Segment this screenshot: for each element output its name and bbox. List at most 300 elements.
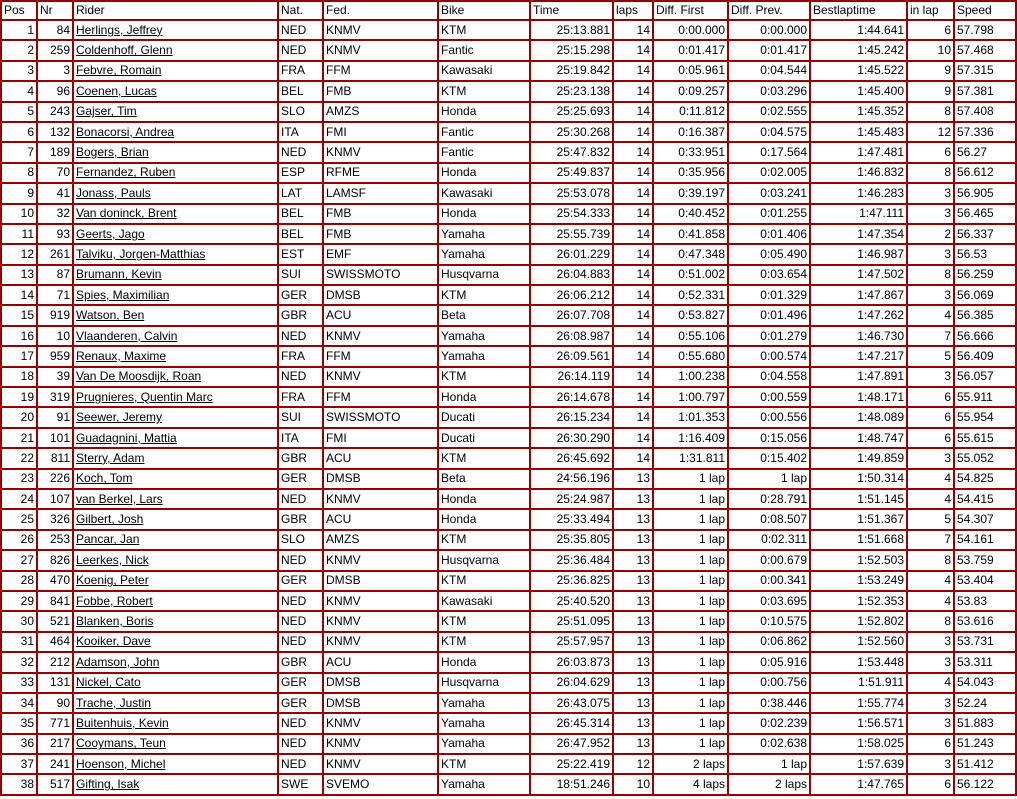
cell-nr: 32 bbox=[37, 204, 73, 224]
rider-link[interactable]: Vlaanderen, Calvin bbox=[76, 328, 178, 343]
cell-bestlaptime: 1:47.111 bbox=[810, 204, 907, 224]
cell-nat: GER bbox=[278, 693, 323, 713]
cell-fed: FFM bbox=[323, 61, 438, 81]
cell-nr: 826 bbox=[37, 550, 73, 570]
rider-link[interactable]: Gajser, Tim bbox=[76, 104, 137, 119]
cell-rider bbox=[73, 734, 278, 754]
table-row bbox=[1, 591, 1016, 611]
cell-time: 25:22.419 bbox=[530, 754, 613, 774]
rider-link[interactable]: Jonass, Pauls bbox=[76, 185, 151, 200]
cell-time: 26:45.692 bbox=[530, 448, 613, 468]
cell-bestlaptime: 1:46.832 bbox=[810, 163, 907, 183]
table-row bbox=[1, 469, 1016, 489]
cell-speed: 55.911 bbox=[954, 387, 1016, 407]
cell-diff-prev: 0:15.402 bbox=[728, 448, 810, 468]
rider-link[interactable]: Koenig, Peter bbox=[76, 573, 149, 588]
cell-rider bbox=[73, 632, 278, 652]
cell-pos: 13 bbox=[1, 265, 37, 285]
cell-diff-prev: 0:02.239 bbox=[728, 713, 810, 733]
cell-fed: FFM bbox=[323, 387, 438, 407]
cell-speed: 57.798 bbox=[954, 20, 1016, 40]
cell-fed: KNMV bbox=[323, 20, 438, 40]
cell-bike: KTM bbox=[438, 285, 530, 305]
rider-link[interactable]: Sterry, Adam bbox=[76, 450, 145, 465]
cell-diff-first: 1 lap bbox=[653, 530, 728, 550]
rider-link[interactable]: Trache, Justin bbox=[76, 695, 151, 710]
cell-bestlaptime: 1:56.571 bbox=[810, 713, 907, 733]
cell-bestlaptime: 1:52.560 bbox=[810, 632, 907, 652]
cell-rider bbox=[73, 40, 278, 60]
rider-link[interactable]: Bonacorsi, Andrea bbox=[76, 124, 175, 139]
table-row bbox=[1, 509, 1016, 529]
cell-in-lap: 3 bbox=[907, 632, 954, 652]
cell-pos: 22 bbox=[1, 448, 37, 468]
cell-diff-first: 1 lap bbox=[653, 571, 728, 591]
cell-bike: Yamaha bbox=[438, 713, 530, 733]
cell-rider bbox=[73, 20, 278, 40]
cell-rider bbox=[73, 673, 278, 693]
cell-pos: 28 bbox=[1, 571, 37, 591]
cell-time: 26:14.119 bbox=[530, 367, 613, 387]
cell-diff-first: 0:51.002 bbox=[653, 265, 728, 285]
cell-diff-prev: 0:03.695 bbox=[728, 591, 810, 611]
cell-bike: KTM bbox=[438, 754, 530, 774]
cell-diff-first: 0:55.680 bbox=[653, 346, 728, 366]
rider-link[interactable]: Spies, Maximilian bbox=[76, 287, 170, 302]
table-row bbox=[1, 40, 1016, 60]
cell-in-lap: 12 bbox=[907, 122, 954, 142]
cell-diff-first: 1 lap bbox=[653, 489, 728, 509]
cell-diff-first: 0:05.961 bbox=[653, 61, 728, 81]
cell-diff-first: 1 lap bbox=[653, 734, 728, 754]
cell-in-lap: 6 bbox=[907, 428, 954, 448]
cell-pos: 25 bbox=[1, 509, 37, 529]
cell-speed: 53.311 bbox=[954, 652, 1016, 672]
rider-link[interactable]: Guadagnini, Mattia bbox=[76, 430, 177, 445]
cell-bestlaptime: 1:47.262 bbox=[810, 305, 907, 325]
cell-bike: KTM bbox=[438, 530, 530, 550]
cell-speed: 52.24 bbox=[954, 693, 1016, 713]
cell-nr: 90 bbox=[37, 693, 73, 713]
table-row bbox=[1, 448, 1016, 468]
cell-diff-first: 0:33.951 bbox=[653, 142, 728, 162]
cell-bike: Fantic bbox=[438, 142, 530, 162]
cell-laps: 14 bbox=[613, 81, 653, 101]
cell-bike: Honda bbox=[438, 102, 530, 122]
table-row bbox=[1, 693, 1016, 713]
cell-bike: Yamaha bbox=[438, 774, 530, 794]
rider-link[interactable]: Pancar, Jan bbox=[76, 532, 140, 547]
cell-nat: NED bbox=[278, 326, 323, 346]
cell-bike: Husqvarna bbox=[438, 673, 530, 693]
cell-in-lap: 3 bbox=[907, 448, 954, 468]
table-row bbox=[1, 713, 1016, 733]
rider-link[interactable]: Koch, Tom bbox=[76, 471, 133, 486]
cell-speed: 55.052 bbox=[954, 448, 1016, 468]
cell-time: 26:01.229 bbox=[530, 244, 613, 264]
cell-diff-prev: 0:03.654 bbox=[728, 265, 810, 285]
cell-fed: FMB bbox=[323, 224, 438, 244]
cell-time: 25:53.078 bbox=[530, 183, 613, 203]
cell-fed: FMI bbox=[323, 428, 438, 448]
cell-in-lap: 8 bbox=[907, 265, 954, 285]
cell-laps: 14 bbox=[613, 61, 653, 81]
cell-laps: 13 bbox=[613, 489, 653, 509]
cell-time: 25:33.494 bbox=[530, 509, 613, 529]
cell-diff-prev: 1 lap bbox=[728, 469, 810, 489]
cell-bike: Ducati bbox=[438, 407, 530, 427]
cell-bestlaptime: 1:46.283 bbox=[810, 183, 907, 203]
cell-bestlaptime: 1:50.314 bbox=[810, 469, 907, 489]
cell-rider bbox=[73, 305, 278, 325]
cell-speed: 51.883 bbox=[954, 713, 1016, 733]
cell-bike: Husqvarna bbox=[438, 550, 530, 570]
cell-rider bbox=[73, 142, 278, 162]
cell-time: 25:25.693 bbox=[530, 102, 613, 122]
cell-bestlaptime: 1:48.747 bbox=[810, 428, 907, 448]
rider-link[interactable]: Leerkes, Nick bbox=[76, 552, 149, 567]
cell-in-lap: 8 bbox=[907, 550, 954, 570]
rider-link[interactable]: Geerts, Jago bbox=[76, 226, 145, 241]
cell-laps: 13 bbox=[613, 632, 653, 652]
cell-bike: Yamaha bbox=[438, 734, 530, 754]
cell-diff-prev: 0:00.341 bbox=[728, 571, 810, 591]
cell-pos: 27 bbox=[1, 550, 37, 570]
cell-time: 26:45.314 bbox=[530, 713, 613, 733]
cell-in-lap: 5 bbox=[907, 346, 954, 366]
cell-time: 25:47.832 bbox=[530, 142, 613, 162]
cell-nr: 3 bbox=[37, 61, 73, 81]
cell-nr: 96 bbox=[37, 81, 73, 101]
rider-link[interactable]: Seewer, Jeremy bbox=[76, 410, 163, 425]
cell-pos: 19 bbox=[1, 387, 37, 407]
table-row bbox=[1, 550, 1016, 570]
cell-rider bbox=[73, 367, 278, 387]
rider-link[interactable]: Hoenson, Michel bbox=[76, 756, 166, 771]
cell-pos: 33 bbox=[1, 673, 37, 693]
cell-pos: 2 bbox=[1, 40, 37, 60]
cell-fed: KNMV bbox=[323, 326, 438, 346]
cell-bestlaptime: 1:48.171 bbox=[810, 387, 907, 407]
cell-rider bbox=[73, 571, 278, 591]
table-row bbox=[1, 20, 1016, 40]
header-speed: Speed bbox=[954, 1, 1016, 20]
cell-bestlaptime: 1:47.354 bbox=[810, 224, 907, 244]
header-nr: Nr bbox=[37, 1, 73, 20]
rider-link[interactable]: Febvre, Romain bbox=[76, 63, 162, 78]
rider-link[interactable]: Gifting, Isak bbox=[76, 777, 140, 792]
cell-bike: Kawasaki bbox=[438, 591, 530, 611]
cell-nat: GBR bbox=[278, 305, 323, 325]
cell-diff-prev: 0:04.544 bbox=[728, 61, 810, 81]
cell-nr: 87 bbox=[37, 265, 73, 285]
cell-speed: 56.612 bbox=[954, 163, 1016, 183]
cell-nr: 226 bbox=[37, 469, 73, 489]
cell-diff-prev: 0:10.575 bbox=[728, 611, 810, 631]
table-row bbox=[1, 326, 1016, 346]
cell-diff-first: 1 lap bbox=[653, 509, 728, 529]
header-fed: Fed. bbox=[323, 1, 438, 20]
cell-bestlaptime: 1:47.481 bbox=[810, 142, 907, 162]
cell-nr: 71 bbox=[37, 285, 73, 305]
rider-link[interactable]: Cooymans, Teun bbox=[76, 736, 166, 751]
cell-fed: KNMV bbox=[323, 591, 438, 611]
cell-pos: 3 bbox=[1, 61, 37, 81]
rider-link[interactable]: Kooiker, Dave bbox=[76, 634, 151, 649]
rider-link[interactable]: Fernandez, Ruben bbox=[76, 165, 176, 180]
rider-link[interactable]: Brumann, Kevin bbox=[76, 267, 162, 282]
rider-link[interactable]: Fobbe, Robert bbox=[76, 593, 153, 608]
cell-speed: 56.337 bbox=[954, 224, 1016, 244]
cell-nat: GBR bbox=[278, 448, 323, 468]
cell-rider bbox=[73, 163, 278, 183]
rider-link[interactable]: van Berkel, Lars bbox=[76, 491, 163, 506]
cell-bestlaptime: 1:57.639 bbox=[810, 754, 907, 774]
cell-bestlaptime: 1:44.641 bbox=[810, 20, 907, 40]
table-row bbox=[1, 305, 1016, 325]
header-time: Time bbox=[530, 1, 613, 20]
rider-link[interactable]: Renaux, Maxime bbox=[76, 348, 167, 363]
cell-laps: 13 bbox=[613, 734, 653, 754]
cell-bike: KTM bbox=[438, 448, 530, 468]
cell-nr: 189 bbox=[37, 142, 73, 162]
cell-laps: 13 bbox=[613, 509, 653, 529]
cell-nr: 107 bbox=[37, 489, 73, 509]
cell-diff-prev: 0:01.279 bbox=[728, 326, 810, 346]
table-row bbox=[1, 163, 1016, 183]
cell-nr: 101 bbox=[37, 428, 73, 448]
cell-nat: NED bbox=[278, 20, 323, 40]
cell-speed: 54.825 bbox=[954, 469, 1016, 489]
cell-rider bbox=[73, 407, 278, 427]
table-row bbox=[1, 81, 1016, 101]
cell-pos: 15 bbox=[1, 305, 37, 325]
rider-link[interactable]: Buitenhuis, Kevin bbox=[76, 715, 169, 730]
cell-nat: ESP bbox=[278, 163, 323, 183]
cell-bike: Kawasaki bbox=[438, 61, 530, 81]
cell-in-lap: 7 bbox=[907, 326, 954, 346]
cell-diff-first: 0:11.812 bbox=[653, 102, 728, 122]
cell-speed: 55.954 bbox=[954, 407, 1016, 427]
cell-nr: 241 bbox=[37, 754, 73, 774]
cell-bike: Fantic bbox=[438, 40, 530, 60]
cell-fed: AMZS bbox=[323, 102, 438, 122]
cell-bestlaptime: 1:47.891 bbox=[810, 367, 907, 387]
cell-nr: 521 bbox=[37, 611, 73, 631]
cell-time: 26:04.883 bbox=[530, 265, 613, 285]
cell-nat: NED bbox=[278, 754, 323, 774]
cell-nat: NED bbox=[278, 713, 323, 733]
cell-time: 26:09.561 bbox=[530, 346, 613, 366]
header-nat: Nat. bbox=[278, 1, 323, 20]
cell-in-lap: 8 bbox=[907, 611, 954, 631]
cell-bike: Honda bbox=[438, 163, 530, 183]
cell-bike: Yamaha bbox=[438, 224, 530, 244]
results-table-header bbox=[1, 1, 1016, 20]
cell-bestlaptime: 1:55.774 bbox=[810, 693, 907, 713]
cell-nr: 10 bbox=[37, 326, 73, 346]
cell-speed: 56.409 bbox=[954, 346, 1016, 366]
cell-nat: GER bbox=[278, 673, 323, 693]
rider-link[interactable]: Herlings, Jeffrey bbox=[76, 22, 163, 37]
cell-pos: 30 bbox=[1, 611, 37, 631]
cell-laps: 14 bbox=[613, 305, 653, 325]
cell-diff-first: 0:01.417 bbox=[653, 40, 728, 60]
cell-diff-first: 0:40.452 bbox=[653, 204, 728, 224]
rider-link[interactable]: Gilbert, Josh bbox=[76, 512, 144, 527]
cell-time: 26:47.952 bbox=[530, 734, 613, 754]
cell-in-lap: 3 bbox=[907, 754, 954, 774]
cell-diff-prev: 0:05.490 bbox=[728, 244, 810, 264]
cell-nat: NED bbox=[278, 40, 323, 60]
cell-fed: KNMV bbox=[323, 40, 438, 60]
cell-laps: 14 bbox=[613, 224, 653, 244]
cell-nr: 470 bbox=[37, 571, 73, 591]
cell-rider bbox=[73, 224, 278, 244]
cell-speed: 51.243 bbox=[954, 734, 1016, 754]
table-row bbox=[1, 285, 1016, 305]
rider-link[interactable]: Adamson, John bbox=[76, 654, 160, 669]
cell-bestlaptime: 1:47.217 bbox=[810, 346, 907, 366]
cell-laps: 13 bbox=[613, 591, 653, 611]
cell-speed: 56.27 bbox=[954, 142, 1016, 162]
cell-diff-prev: 0:00.000 bbox=[728, 20, 810, 40]
cell-time: 26:08.987 bbox=[530, 326, 613, 346]
cell-nat: NED bbox=[278, 611, 323, 631]
table-row bbox=[1, 611, 1016, 631]
cell-in-lap: 4 bbox=[907, 489, 954, 509]
cell-speed: 53.404 bbox=[954, 571, 1016, 591]
cell-fed: DMSB bbox=[323, 673, 438, 693]
rider-link[interactable]: Coldenhoff, Glenn bbox=[76, 43, 173, 58]
table-row bbox=[1, 632, 1016, 652]
cell-time: 24:56.196 bbox=[530, 469, 613, 489]
cell-bike: Yamaha bbox=[438, 326, 530, 346]
cell-fed: FFM bbox=[323, 346, 438, 366]
cell-nat: SUI bbox=[278, 407, 323, 427]
cell-in-lap: 3 bbox=[907, 285, 954, 305]
rider-link[interactable]: Bogers, Brian bbox=[76, 145, 149, 160]
cell-diff-first: 0:41.858 bbox=[653, 224, 728, 244]
rider-link[interactable]: Van doninck, Brent bbox=[76, 206, 177, 221]
cell-in-lap: 9 bbox=[907, 81, 954, 101]
cell-laps: 14 bbox=[613, 20, 653, 40]
cell-pos: 9 bbox=[1, 183, 37, 203]
cell-fed: LAMSF bbox=[323, 183, 438, 203]
cell-pos: 18 bbox=[1, 367, 37, 387]
cell-nat: SLO bbox=[278, 530, 323, 550]
cell-diff-prev: 0:00.559 bbox=[728, 387, 810, 407]
cell-rider bbox=[73, 713, 278, 733]
cell-diff-first: 1:00.797 bbox=[653, 387, 728, 407]
cell-diff-prev: 0:01.496 bbox=[728, 305, 810, 325]
rider-link[interactable]: Coenen, Lucas bbox=[76, 83, 157, 98]
header-bike: Bike bbox=[438, 1, 530, 20]
cell-laps: 14 bbox=[613, 40, 653, 60]
cell-bike: Ducati bbox=[438, 428, 530, 448]
cell-in-lap: 3 bbox=[907, 204, 954, 224]
table-row bbox=[1, 265, 1016, 285]
cell-in-lap: 3 bbox=[907, 713, 954, 733]
header-row bbox=[1, 1, 1016, 20]
rider-link[interactable]: Blanken, Boris bbox=[76, 614, 154, 629]
cell-speed: 56.905 bbox=[954, 183, 1016, 203]
cell-pos: 5 bbox=[1, 102, 37, 122]
cell-nat: FRA bbox=[278, 61, 323, 81]
cell-diff-first: 1 lap bbox=[653, 611, 728, 631]
cell-speed: 56.465 bbox=[954, 204, 1016, 224]
rider-link[interactable]: Watson, Ben bbox=[76, 308, 145, 323]
table-row bbox=[1, 367, 1016, 387]
cell-laps: 12 bbox=[613, 754, 653, 774]
cell-rider bbox=[73, 346, 278, 366]
cell-laps: 14 bbox=[613, 428, 653, 448]
rider-link[interactable]: Talviku, Jorgen-Matthias bbox=[76, 246, 206, 261]
cell-rider bbox=[73, 122, 278, 142]
cell-nr: 919 bbox=[37, 305, 73, 325]
cell-bestlaptime: 1:45.400 bbox=[810, 81, 907, 101]
cell-bike: Yamaha bbox=[438, 244, 530, 264]
cell-bestlaptime: 1:51.668 bbox=[810, 530, 907, 550]
rider-link[interactable]: Prugnieres, Quentin Marc bbox=[76, 389, 213, 404]
header-in-lap: in lap bbox=[907, 1, 954, 20]
cell-time: 25:51.095 bbox=[530, 611, 613, 631]
cell-fed: FMB bbox=[323, 204, 438, 224]
header-diff-prev: Diff. Prev. bbox=[728, 1, 810, 20]
rider-link[interactable]: Van De Moosdijk, Roan bbox=[76, 369, 202, 384]
cell-in-lap: 3 bbox=[907, 652, 954, 672]
cell-diff-prev: 2 laps bbox=[728, 774, 810, 794]
cell-diff-first: 0:52.331 bbox=[653, 285, 728, 305]
cell-diff-prev: 0:08.507 bbox=[728, 509, 810, 529]
cell-laps: 13 bbox=[613, 550, 653, 570]
cell-fed: DMSB bbox=[323, 693, 438, 713]
cell-nr: 132 bbox=[37, 122, 73, 142]
cell-diff-first: 1:00.238 bbox=[653, 367, 728, 387]
cell-in-lap: 6 bbox=[907, 387, 954, 407]
cell-time: 25:36.484 bbox=[530, 550, 613, 570]
cell-pos: 31 bbox=[1, 632, 37, 652]
cell-pos: 35 bbox=[1, 713, 37, 733]
cell-nat: BEL bbox=[278, 224, 323, 244]
cell-diff-first: 4 laps bbox=[653, 774, 728, 794]
cell-laps: 13 bbox=[613, 571, 653, 591]
table-row bbox=[1, 102, 1016, 122]
cell-time: 26:15.234 bbox=[530, 407, 613, 427]
cell-pos: 11 bbox=[1, 224, 37, 244]
cell-bike: Honda bbox=[438, 652, 530, 672]
cell-pos: 4 bbox=[1, 81, 37, 101]
cell-nat: NED bbox=[278, 489, 323, 509]
header-diff-first: Diff. First bbox=[653, 1, 728, 20]
cell-nat: NED bbox=[278, 142, 323, 162]
cell-bike: Beta bbox=[438, 469, 530, 489]
cell-nat: NED bbox=[278, 550, 323, 570]
rider-link[interactable]: Nickel, Cato bbox=[76, 675, 141, 690]
cell-in-lap: 6 bbox=[907, 20, 954, 40]
cell-fed: FMI bbox=[323, 122, 438, 142]
table-row bbox=[1, 346, 1016, 366]
cell-laps: 14 bbox=[613, 142, 653, 162]
cell-speed: 56.53 bbox=[954, 244, 1016, 264]
cell-diff-prev: 0:00.574 bbox=[728, 346, 810, 366]
cell-pos: 7 bbox=[1, 142, 37, 162]
cell-laps: 13 bbox=[613, 673, 653, 693]
cell-bike: Honda bbox=[438, 204, 530, 224]
cell-bestlaptime: 1:45.352 bbox=[810, 102, 907, 122]
cell-bestlaptime: 1:58.025 bbox=[810, 734, 907, 754]
cell-pos: 26 bbox=[1, 530, 37, 550]
